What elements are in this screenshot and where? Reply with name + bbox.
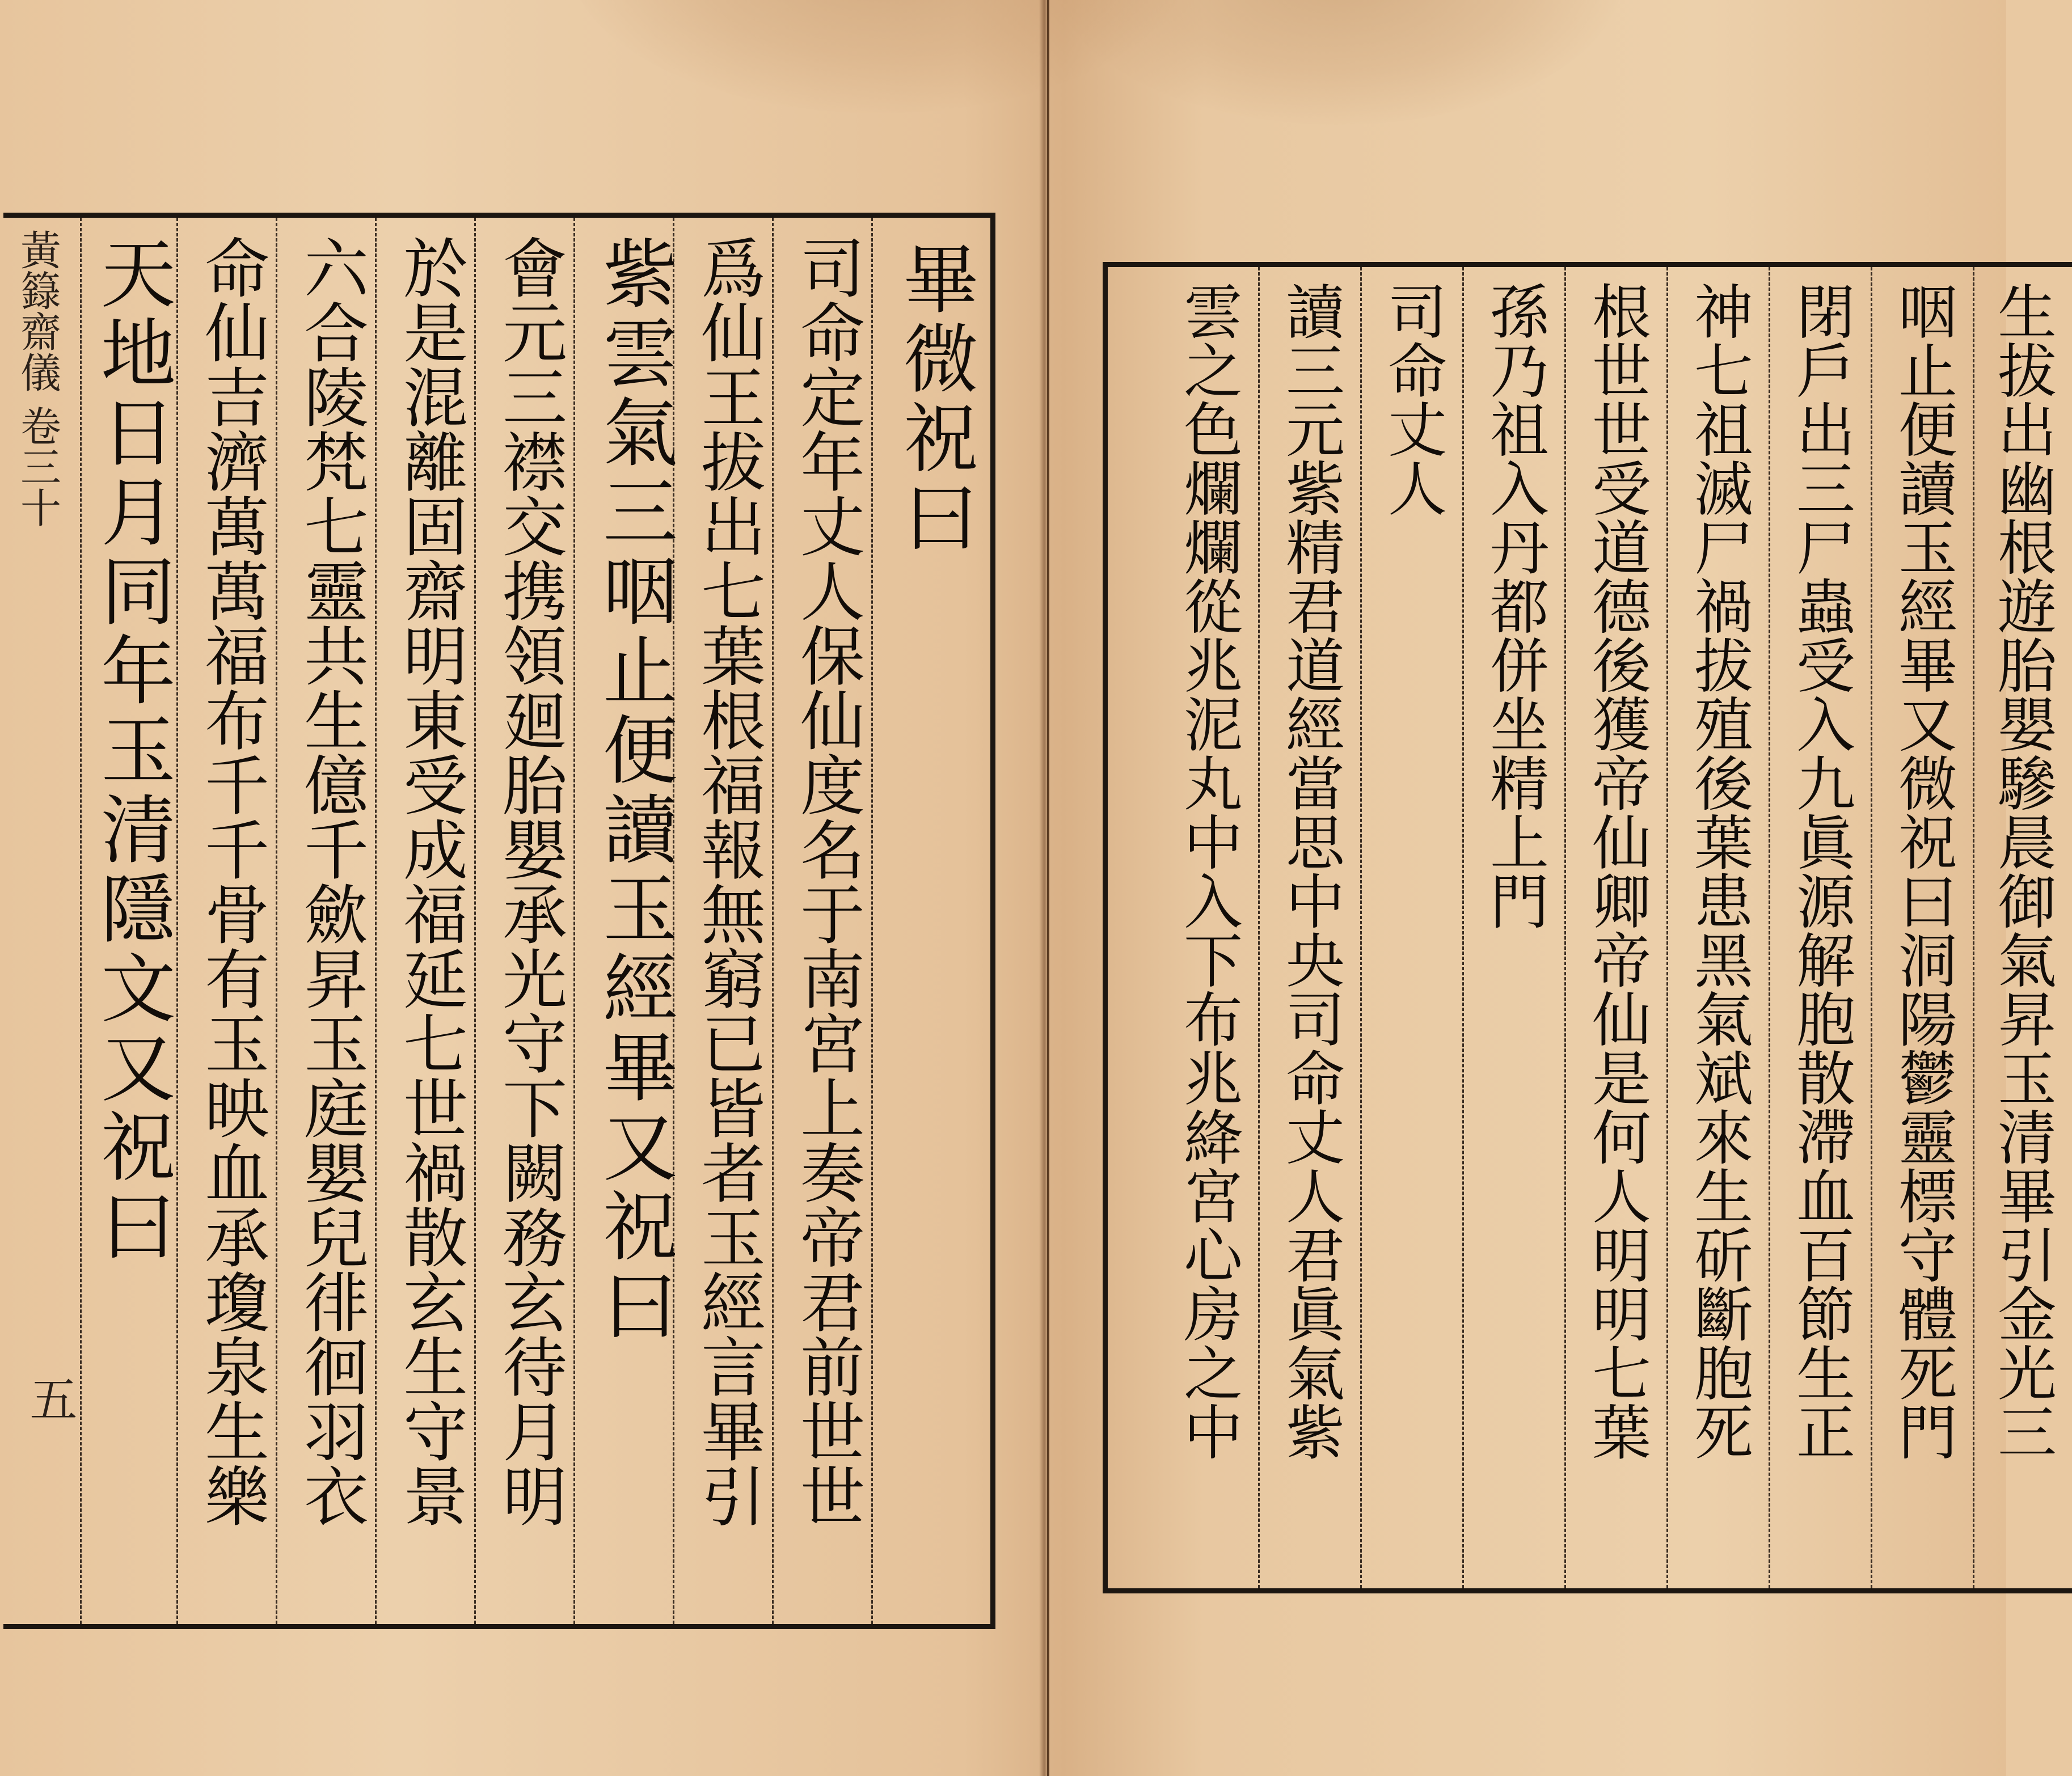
column-rule: [1462, 267, 1464, 1588]
text-column: 命仙吉濟萬萬福布千千骨有玉映血承瓊泉生樂: [194, 235, 269, 1528]
column-rule: [1564, 267, 1566, 1588]
column-rule: [1769, 267, 1770, 1588]
text-column: 根世世受道德後獲帝仙卿帝仙是何人明明七葉: [1582, 281, 1651, 1461]
folio-number: 五: [22, 1375, 78, 1426]
column-rule: [772, 218, 774, 1624]
column-rule: [474, 218, 476, 1624]
column-rule: [1666, 267, 1668, 1588]
text-column: 爲仙王拔出七葉根福報無窮已皆者玉經言畢引: [690, 235, 766, 1528]
text-column: 六合陵梵七靈共生億千歛昇玉庭嬰兒徘徊羽衣: [293, 235, 369, 1528]
margin-title: 黃籙齋儀 卷三十: [14, 229, 61, 528]
column-rule: [1360, 267, 1362, 1588]
right-text-frame: [1103, 262, 2072, 1593]
column-rule: [573, 218, 575, 1624]
text-column: 孫乃祖入丹都併坐精上門: [1480, 281, 1549, 930]
text-column: 讀三元紫精君道經當思中央司命丈人君眞氣紫: [1276, 281, 1345, 1461]
left-text-frame: [3, 213, 995, 1629]
text-column: 雲之色爛爛從兆泥丸中入下布兆絳宮心房之中: [1174, 281, 1243, 1461]
column-rule: [375, 218, 377, 1624]
text-column: 閉戶出三尸蟲受入九眞源解胞散滯血百節生正: [1786, 281, 1855, 1461]
text-column: 會元三襟交携領廻胎嬰承光守下闕務玄待月明: [492, 235, 567, 1528]
column-rule: [276, 218, 277, 1624]
text-column: 司命丈人: [1378, 281, 1447, 517]
text-column: 神七祖滅尸禍拔殖後葉患黑氣斌來生斫斷胞死: [1684, 281, 1753, 1461]
column-rule: [871, 218, 873, 1624]
text-column: 司命定年丈人保仙度名于南宮上奏帝君前世世: [790, 235, 865, 1528]
right-page: [1049, 0, 2057, 1776]
column-rule: [1871, 267, 1872, 1588]
text-column: 紫雲氣三咽止便讀玉經畢又祝曰: [590, 235, 677, 1346]
column-rule: [1973, 267, 1974, 1588]
text-column: 畢微祝曰: [891, 240, 978, 558]
column-rule: [1258, 267, 1260, 1588]
text-column: 生拔出幽根遊胎嬰驂晨御氣昇玉清畢引金光三: [1987, 281, 2057, 1461]
text-column: 咽止便讀玉經畢又微祝曰洞陽鬱靈標守體死門: [1888, 281, 1957, 1461]
text-column: 於是混離固齋明東受成福延七世禍散玄生守景: [393, 235, 468, 1528]
text-column: 天地日月同年玉清隱文又祝曰: [88, 235, 175, 1267]
column-rule: [176, 218, 178, 1624]
